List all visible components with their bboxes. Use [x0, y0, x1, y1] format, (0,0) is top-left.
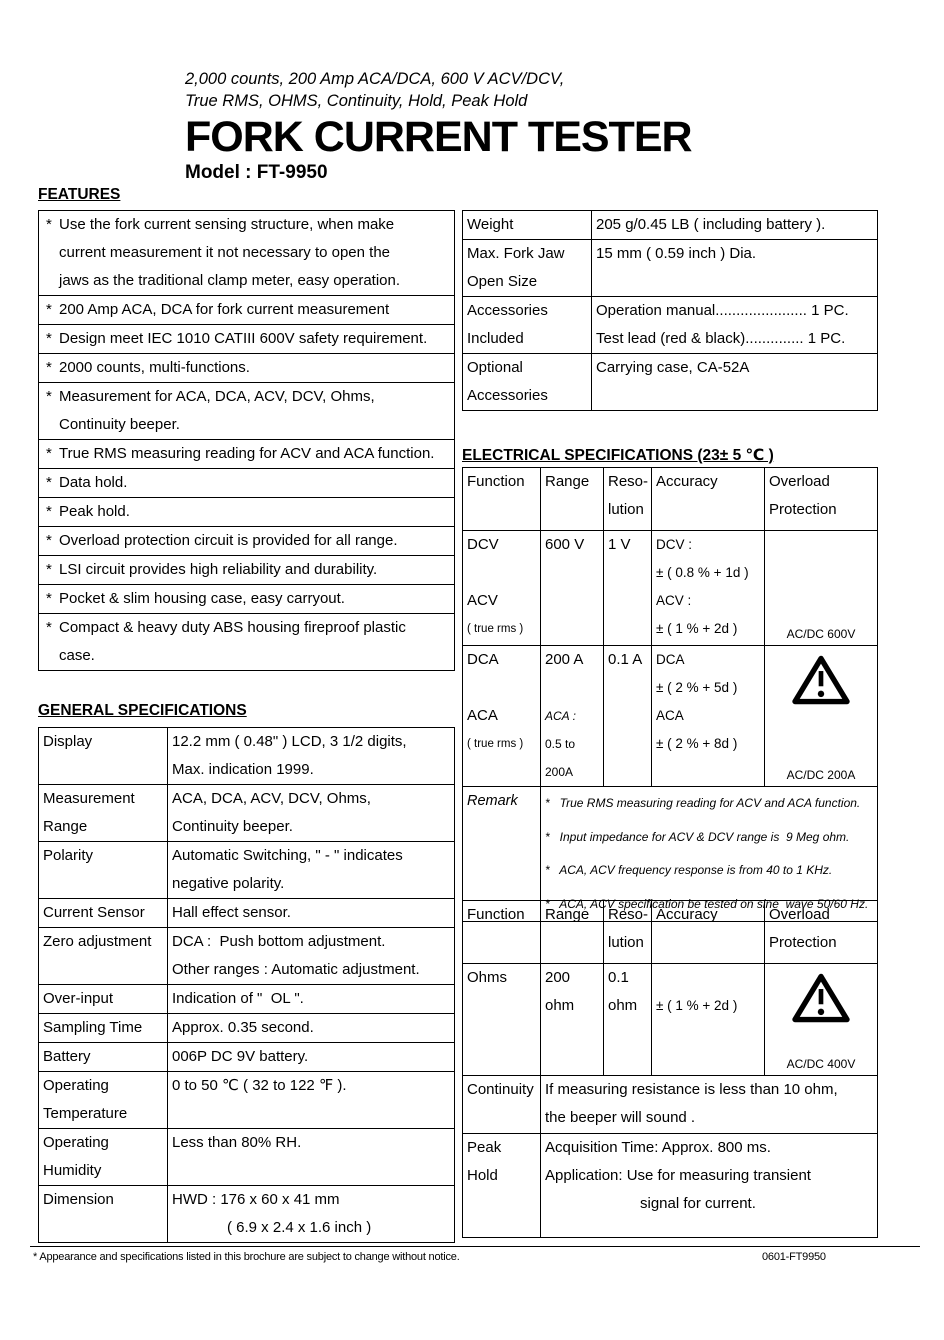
table-row-dcv-acv	[463, 531, 878, 646]
spec-label: Humidity	[43, 1162, 102, 1179]
feature-text: Data hold.	[59, 474, 128, 491]
table-header-row	[463, 901, 878, 964]
accuracy-line: ± ( 2 % + 5d )	[656, 680, 738, 695]
spec-value: Hall effect sensor.	[172, 904, 291, 921]
col-header: Overload	[769, 473, 830, 490]
spec-label: Sampling Time	[43, 1019, 143, 1036]
col-header: Range	[545, 906, 590, 923]
spec-value: Continuity beeper.	[172, 818, 293, 835]
feature-row	[39, 527, 455, 556]
feature-text: Compact & heavy duty ABS housing fireproof plastic	[59, 619, 406, 636]
subtitle-line2: True RMS, OHMS, Continuity, Hold, Peak Hold	[185, 92, 528, 110]
bullet: *	[46, 503, 52, 520]
feature-text: Pocket & slim housing case, easy carryout.	[59, 590, 345, 607]
bullet: *	[46, 301, 52, 318]
spec-value: ( 6.9 x 2.4 x 1.6 inch )	[227, 1219, 372, 1236]
feature-text: Peak hold.	[59, 503, 130, 520]
bullet: *	[46, 445, 52, 462]
feature-text: jaws as the traditional clamp meter, easy operation.	[59, 272, 401, 289]
features-heading: FEATURES	[38, 186, 121, 203]
spec-value: Application: Use for measuring transient	[545, 1167, 811, 1184]
bullet: *	[46, 590, 52, 607]
table-row	[39, 1043, 455, 1072]
table-row	[463, 297, 878, 354]
feature-text: 2000 counts, multi-functions.	[59, 359, 250, 376]
feature-row	[39, 440, 455, 469]
warning-triangle-icon	[792, 972, 850, 1024]
table-row	[39, 785, 455, 842]
remark-line: * ACA, ACV specification be tested on sine wave 50/60 Hz.	[545, 896, 869, 911]
range-value: 200 A	[545, 651, 584, 668]
bullet: *	[46, 330, 52, 347]
electrical-table-2	[462, 900, 878, 1238]
spec-label: Current Sensor	[43, 904, 145, 921]
spec-value: Automatic Switching, " - " indicates	[172, 847, 403, 864]
feature-text: Continuity beeper.	[59, 416, 180, 433]
col-header: Function	[467, 473, 525, 490]
bullet: *	[46, 619, 52, 636]
spec-value: If measuring resistance is less than 10 ohm,	[545, 1081, 838, 1098]
table-row	[463, 240, 878, 297]
feature-text: True RMS measuring reading for ACV and ACA function.	[59, 445, 435, 462]
function-name: Continuity	[467, 1081, 534, 1098]
feature-text: 200 Amp ACA, DCA for fork current measurement	[59, 301, 390, 318]
accuracy-line: ACV :	[656, 593, 692, 608]
table-row	[463, 354, 878, 411]
function-name: DCA	[467, 651, 499, 668]
spec-label: Temperature	[43, 1105, 128, 1122]
table-row-peak-hold	[463, 1134, 878, 1238]
bullet: *	[46, 561, 52, 578]
spec-value: HWD : 176 x 60 x 41 mm	[172, 1191, 340, 1208]
bullet: *	[46, 216, 52, 233]
general-specs-heading: GENERAL SPECIFICATIONS	[38, 702, 247, 719]
table-row	[39, 1072, 455, 1129]
accuracy-line: ± ( 0.8 % + 1d )	[656, 565, 749, 580]
feature-text: LSI circuit provides high reliability and durability.	[59, 561, 378, 578]
spec-label: Weight	[467, 216, 514, 233]
feature-text: case.	[59, 647, 95, 664]
spec-value: Operation manual...................... 1 PC.	[596, 302, 849, 319]
table-row	[39, 728, 455, 785]
spec-value: 0 to 50 ℃ ( 32 to 122 ℉ ).	[172, 1077, 347, 1094]
spec-value: 12.2 mm ( 0.48" ) LCD, 3 1/2 digits,	[172, 733, 407, 750]
spec-label: Over-input	[43, 990, 114, 1007]
spec-label: Included	[467, 330, 524, 347]
feature-row	[39, 325, 455, 354]
table-row	[39, 1014, 455, 1043]
col-header: Overload	[769, 906, 830, 923]
range-note: ACA :	[545, 709, 576, 723]
feature-text: Measurement for ACA, DCA, ACV, DCV, Ohms,	[59, 388, 375, 405]
footer-note: * Appearance and specifications listed in this brochure are subject to change without notice.	[33, 1251, 460, 1263]
footer-divider	[30, 1246, 920, 1247]
spec-label: Optional	[467, 359, 523, 376]
range-note: 0.5 to 200A	[545, 737, 576, 779]
feature-row	[39, 585, 455, 614]
remark-line: * ACA, ACV frequency response is from 40 to 1 KHz.	[545, 863, 833, 877]
spec-value: Carrying case, CA-52A	[596, 359, 750, 376]
table-row	[39, 1129, 455, 1186]
feature-row	[39, 383, 455, 440]
page-title: FORK CURRENT TESTER	[185, 113, 692, 161]
col-header: Accuracy	[656, 906, 718, 923]
function-name: Peak Hold	[467, 1139, 502, 1184]
resolution-value: 0.1 A	[608, 651, 643, 668]
spec-label: Accessories	[467, 387, 548, 404]
overload-protection-value: AC/DC 200A	[786, 768, 856, 782]
feature-text: current measurement it not necessary to open the	[59, 244, 391, 261]
function-note: ( true rms )	[467, 738, 524, 750]
spec-value: 006P DC 9V battery.	[172, 1048, 309, 1065]
table-row-dca-aca	[463, 646, 878, 787]
spec-label: Dimension	[43, 1191, 114, 1208]
function-name: ACA	[467, 707, 498, 724]
feature-row	[39, 469, 455, 498]
range-value: ohm	[545, 997, 575, 1014]
table-row	[39, 1186, 455, 1243]
bullet: *	[46, 532, 52, 549]
resolution-value: 1 V	[608, 536, 631, 553]
table-header-row	[463, 468, 878, 531]
col-header: Protection	[769, 501, 837, 518]
footer-document-code: 0601-FT9950	[762, 1251, 826, 1263]
spec-label: Polarity	[43, 847, 94, 864]
accuracy-line: ± ( 1 % + 2d )	[656, 998, 738, 1013]
col-header: Reso-	[608, 473, 649, 490]
spec-value: Test lead (red & black).............. 1 PC.	[596, 330, 846, 347]
spec-label: Measurement	[43, 790, 135, 807]
spec-label: Accessories	[467, 302, 548, 319]
table-row	[39, 985, 455, 1014]
spec-value: signal for current.	[640, 1195, 756, 1212]
overload-protection-value: AC/DC 400V	[786, 1057, 856, 1071]
spec-value: the beeper will sound .	[545, 1109, 696, 1126]
table-row	[463, 211, 878, 240]
function-name: ACV	[467, 592, 498, 609]
accuracy-line: ± ( 1 % + 2d )	[656, 621, 738, 636]
electrical-table-1	[462, 467, 878, 922]
accuracy-line: DCV :	[656, 537, 693, 552]
spec-value: 15 mm ( 0.59 inch ) Dia.	[596, 245, 757, 262]
overload-protection-value: AC/DC 600V	[786, 627, 856, 641]
bullet: *	[46, 388, 52, 405]
subtitle-line1: 2,000 counts, 200 Amp ACA/DCA, 600 V ACV/DCV,	[185, 70, 565, 88]
feature-text: Use the fork current sensing structure, when make	[59, 216, 395, 233]
spec-value: Approx. 0.35 second.	[172, 1019, 314, 1036]
accuracy-line: ACA	[656, 708, 684, 723]
general-specs-table	[38, 727, 455, 1243]
resolution-value: 0.1	[608, 969, 629, 986]
spec-label: Max. Fork Jaw	[467, 245, 565, 262]
col-header: lution	[608, 934, 644, 951]
spec-value: Indication of " OL ".	[172, 990, 304, 1007]
remark-line: * Input impedance for ACV & DCV range is 9 Meg ohm.	[545, 829, 850, 844]
feature-row	[39, 296, 455, 325]
spec-value: ACA, DCA, ACV, DCV, Ohms,	[172, 790, 371, 807]
remark-label: Remark	[467, 793, 518, 809]
range-value: 200	[545, 969, 571, 986]
table-row	[39, 899, 455, 928]
table-row-ohms	[463, 964, 878, 1076]
table-row	[39, 842, 455, 899]
bullet: *	[46, 474, 52, 491]
spec-value: negative polarity.	[172, 875, 285, 892]
spec-value: DCA : Push bottom adjustment.	[172, 933, 386, 950]
function-name: Ohms	[467, 969, 508, 986]
spec-label: Range	[43, 818, 88, 835]
model-number: Model : FT-9950	[185, 162, 328, 183]
spec-label: Operating	[43, 1077, 109, 1094]
feature-row	[39, 498, 455, 527]
accuracy-line: DCA	[656, 652, 685, 667]
function-note: ( true rms )	[467, 623, 524, 635]
accuracy-line: ± ( 2 % + 8d )	[656, 736, 738, 751]
spec-value: Other ranges : Automatic adjustment.	[172, 961, 420, 978]
header	[185, 68, 692, 184]
col-header: Function	[467, 906, 525, 923]
spec-value: Less than 80% RH.	[172, 1134, 302, 1151]
spec-label: Battery	[43, 1048, 91, 1065]
spec-label: Operating	[43, 1134, 109, 1151]
subtitle	[185, 68, 692, 112]
feature-text: Overload protection circuit is provided for all range.	[59, 532, 398, 549]
spec-label: Zero adjustment	[43, 933, 152, 950]
col-header: Reso-	[608, 906, 649, 923]
range-value: 600 V	[545, 536, 585, 553]
col-header: lution	[608, 501, 644, 518]
table-row	[39, 928, 455, 985]
col-header: Range	[545, 473, 590, 490]
warning-triangle-icon	[792, 654, 850, 706]
feature-text: Design meet IEC 1010 CATIII 600V safety requirement.	[59, 330, 428, 347]
info-table	[462, 210, 878, 411]
feature-row	[39, 211, 455, 296]
spec-value: Acquisition Time: Approx. 800 ms.	[545, 1139, 771, 1156]
bullet: *	[46, 359, 52, 376]
electrical-specs-heading: ELECTRICAL SPECIFICATIONS (23± 5 ℃ )	[462, 447, 774, 464]
feature-row	[39, 354, 455, 383]
col-header: Protection	[769, 934, 837, 951]
col-header: Accuracy	[656, 473, 718, 490]
spec-label: Open Size	[467, 273, 538, 290]
resolution-value: ohm	[608, 997, 638, 1014]
function-name: DCV	[467, 536, 499, 553]
remark-line: * True RMS measuring reading for ACV and ACA function.	[545, 796, 861, 810]
table-row-continuity	[463, 1076, 878, 1134]
feature-row	[39, 614, 455, 671]
spec-value: Max. indication 1999.	[172, 761, 314, 778]
feature-row	[39, 556, 455, 585]
spec-label: Display	[43, 733, 93, 750]
features-table	[38, 210, 455, 671]
spec-value: 205 g/0.45 LB ( including battery ).	[596, 216, 826, 233]
